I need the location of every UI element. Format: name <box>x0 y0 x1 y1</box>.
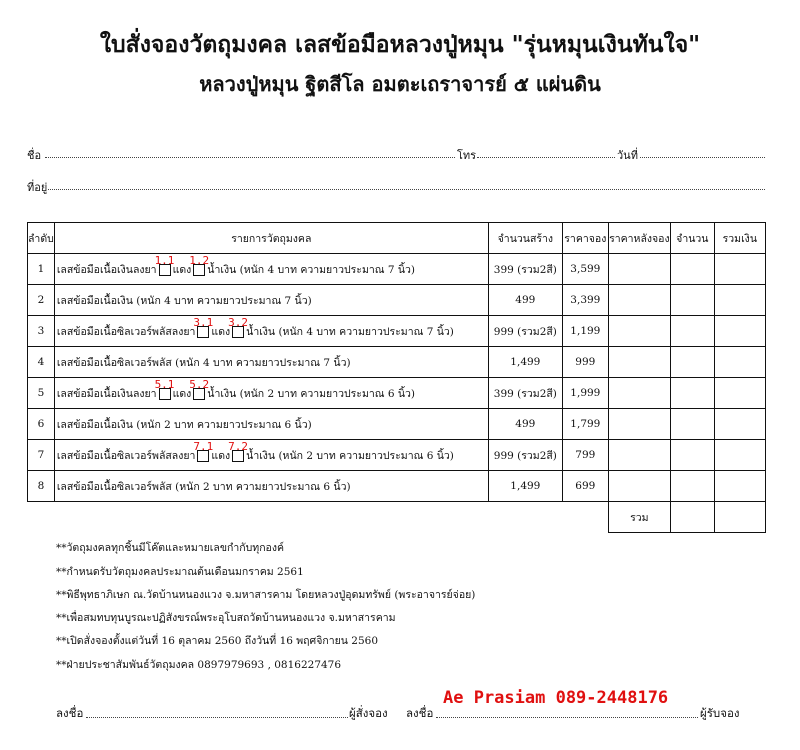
page-subtitle: หลวงปู่หมุน ฐิตสีโล อมตะเถราจารย์ ๕ แผ่นดิน <box>199 72 601 96</box>
after-price-cell <box>608 347 670 378</box>
address-field[interactable] <box>48 189 765 190</box>
option-code: 7.1 <box>193 439 214 453</box>
row-number: 2 <box>28 285 55 316</box>
preorder-price: 699 <box>562 471 608 502</box>
total-input[interactable] <box>714 440 765 471</box>
option-code: 3.2 <box>228 315 249 329</box>
after-price-cell <box>608 471 670 502</box>
date-field[interactable] <box>640 157 765 158</box>
total-input[interactable] <box>714 471 765 502</box>
phone-field[interactable] <box>477 157 615 158</box>
option-blue-label: น้ำเงิน <box>207 387 237 400</box>
note-item: **เพื่อสมทบทุนบูรณะปฏิสังขรณ์พระอุโบสถวัดบ้านหนองแวง จ.มหาสารคาม <box>56 612 396 624</box>
table-row <box>28 409 766 440</box>
header-preorder-price: ราคาจอง <box>562 223 608 254</box>
amount-input[interactable] <box>670 440 714 471</box>
table-row <box>28 471 766 502</box>
item-name: เลสข้อมือเนื้อซิลเวอร์พลัส (หนัก 2 บาท ความยาวประมาณ 6 นิ้ว) <box>56 480 351 493</box>
total-input[interactable] <box>714 316 765 347</box>
row-number: 4 <box>28 347 55 378</box>
total-amount-input[interactable] <box>670 502 714 533</box>
after-price-cell <box>608 409 670 440</box>
option-red-label: แดง <box>172 387 192 400</box>
item-description <box>54 471 488 502</box>
item-spec: (หนัก 2 บาท ความยาวประมาณ 6 นิ้ว) <box>278 449 454 462</box>
item-name: เลสข้อมือเนื้อเงินลงยา <box>56 387 157 400</box>
quantity-made: 399 (รวม2สี) <box>488 254 562 285</box>
item-name: เลสข้อมือเนื้อซิลเวอร์พลัสลงยา <box>56 449 196 462</box>
after-price-cell <box>608 378 670 409</box>
amount-input[interactable] <box>670 285 714 316</box>
quantity-made: 399 (รวม2สี) <box>488 378 562 409</box>
orderer-sign-label: ลงชื่อ <box>56 706 84 720</box>
quantity-made: 1,499 <box>488 347 562 378</box>
amount-input[interactable] <box>670 471 714 502</box>
total-input[interactable] <box>714 285 765 316</box>
preorder-price: 1,199 <box>562 316 608 347</box>
seller-contact: Ae Prasiam 089-2448176 <box>443 688 669 708</box>
note-item: **พิธีพุทธาภิเษก ณ.วัดบ้านหนองแวง จ.มหาสารคาม โดยหลวงปู่อุดมทรัพย์ (พระอาจารย์จ่อย) <box>56 589 476 601</box>
table-row <box>28 254 766 285</box>
item-description <box>54 347 488 378</box>
header-no: ลำดับ <box>28 223 55 254</box>
note-item: **ฝ่ายประชาสัมพันธ์วัตถุมงคล 0897979693 , 0816227476 <box>56 659 342 671</box>
preorder-price: 799 <box>562 440 608 471</box>
total-input[interactable] <box>714 347 765 378</box>
option-red-label: แดง <box>172 263 192 276</box>
amount-input[interactable] <box>670 347 714 378</box>
header-after-price: ราคาหลังจอง <box>608 223 670 254</box>
row-number: 6 <box>28 409 55 440</box>
row-number: 8 <box>28 471 55 502</box>
row-number: 7 <box>28 440 55 471</box>
header-amount: จำนวน <box>670 223 714 254</box>
item-description <box>54 285 488 316</box>
option-blue-label: น้ำเงิน <box>246 325 276 338</box>
preorder-price: 3,399 <box>562 285 608 316</box>
table-header-row <box>28 223 766 254</box>
item-description <box>54 378 488 409</box>
table-row <box>28 440 766 471</box>
note-item: **กำหนดรับวัตถุมงคลประมาณต้นเดือนมกราคม 2561 <box>56 566 304 578</box>
item-name: เลสข้อมือเนื้อเงิน (หนัก 2 บาท ความยาวประมาณ 6 นิ้ว) <box>56 418 312 431</box>
amount-input[interactable] <box>670 409 714 440</box>
receiver-signature-field[interactable] <box>436 717 698 718</box>
header-total: รวมเงิน <box>714 223 765 254</box>
table-row <box>28 347 766 378</box>
item-name: เลสข้อมือเนื้อเงิน (หนัก 4 บาท ความยาวประมาณ 7 นิ้ว) <box>56 294 312 307</box>
item-description <box>54 409 488 440</box>
item-name: เลสข้อมือเนื้อเงินลงยา <box>56 263 157 276</box>
total-input[interactable] <box>714 409 765 440</box>
after-price-cell <box>608 440 670 471</box>
header-quantity-made: จำนวนสร้าง <box>488 223 562 254</box>
phone-label: โทร <box>457 149 477 162</box>
grand-total-input[interactable] <box>714 502 765 533</box>
row-number: 1 <box>28 254 55 285</box>
option-code: 1.2 <box>189 253 210 267</box>
table-row <box>28 285 766 316</box>
option-code: 7.2 <box>228 439 249 453</box>
name-label: ชื่อ <box>27 149 42 162</box>
option-code: 5.2 <box>189 377 210 391</box>
item-spec: (หนัก 2 บาท ความยาวประมาณ 6 นิ้ว) <box>239 387 416 400</box>
date-label: วันที่ <box>617 149 638 162</box>
quantity-made: 999 (รวม2สี) <box>488 440 562 471</box>
receiver-sign-label: ลงชื่อ <box>406 706 434 720</box>
item-description <box>54 254 488 285</box>
option-code: 5.1 <box>154 377 175 391</box>
total-input[interactable] <box>714 378 765 409</box>
note-item: **เปิดสั่งจองตั้งแต่วันที่ 16 ตุลาคม 2560 ถึงวันที่ 16 พฤศจิกายน 2560 <box>56 635 379 647</box>
item-name: เลสข้อมือเนื้อซิลเวอร์พลัส (หนัก 4 บาท ความยาวประมาณ 7 นิ้ว) <box>56 356 351 369</box>
note-item: **วัตถุมงคลทุกชิ้นมีโค๊ตและหมายเลขกำกับทุกองค์ <box>56 542 285 554</box>
amount-input[interactable] <box>670 254 714 285</box>
table-row <box>28 378 766 409</box>
item-description <box>54 440 488 471</box>
option-red-label: แดง <box>211 325 231 338</box>
header-item: รายการวัตถุมงคล <box>54 223 488 254</box>
preorder-price: 3,599 <box>562 254 608 285</box>
option-code: 1.1 <box>154 253 175 267</box>
orderer-signature-field[interactable] <box>86 717 348 718</box>
preorder-price: 999 <box>562 347 608 378</box>
orderer-suffix: ผู้สั่งจอง <box>349 706 388 720</box>
option-blue-label: น้ำเงิน <box>207 263 237 276</box>
quantity-made: 1,499 <box>488 471 562 502</box>
quantity-made: 999 (รวม2สี) <box>488 316 562 347</box>
item-name: เลสข้อมือเนื้อซิลเวอร์พลัสลงยา <box>56 325 196 338</box>
item-description <box>54 316 488 347</box>
option-code: 3.1 <box>193 315 214 329</box>
item-spec: (หนัก 4 บาท ความยาวประมาณ 7 นิ้ว) <box>278 325 454 338</box>
address-label: ที่อยู่ <box>27 181 48 194</box>
total-row <box>28 502 766 533</box>
preorder-price: 1,999 <box>562 378 608 409</box>
after-price-cell <box>608 316 670 347</box>
name-field[interactable] <box>45 157 455 158</box>
order-table <box>27 222 766 533</box>
row-number: 3 <box>28 316 55 347</box>
total-input[interactable] <box>714 254 765 285</box>
item-spec: (หนัก 4 บาท ความยาวประมาณ 7 นิ้ว) <box>239 263 416 276</box>
option-red-label: แดง <box>211 449 231 462</box>
quantity-made: 499 <box>488 409 562 440</box>
quantity-made: 499 <box>488 285 562 316</box>
page-title: ใบสั่งจองวัตถุมงคล เลสข้อมือหลวงปู่หมุน "รุ่นหมุนเงินทันใจ" <box>99 31 701 58</box>
row-number: 5 <box>28 378 55 409</box>
receiver-suffix: ผู้รับจอง <box>700 706 740 720</box>
preorder-price: 1,799 <box>562 409 608 440</box>
after-price-cell <box>608 285 670 316</box>
after-price-cell <box>608 254 670 285</box>
amount-input[interactable] <box>670 378 714 409</box>
total-label: รวม <box>608 502 670 533</box>
table-row <box>28 316 766 347</box>
amount-input[interactable] <box>670 316 714 347</box>
option-blue-label: น้ำเงิน <box>246 449 276 462</box>
